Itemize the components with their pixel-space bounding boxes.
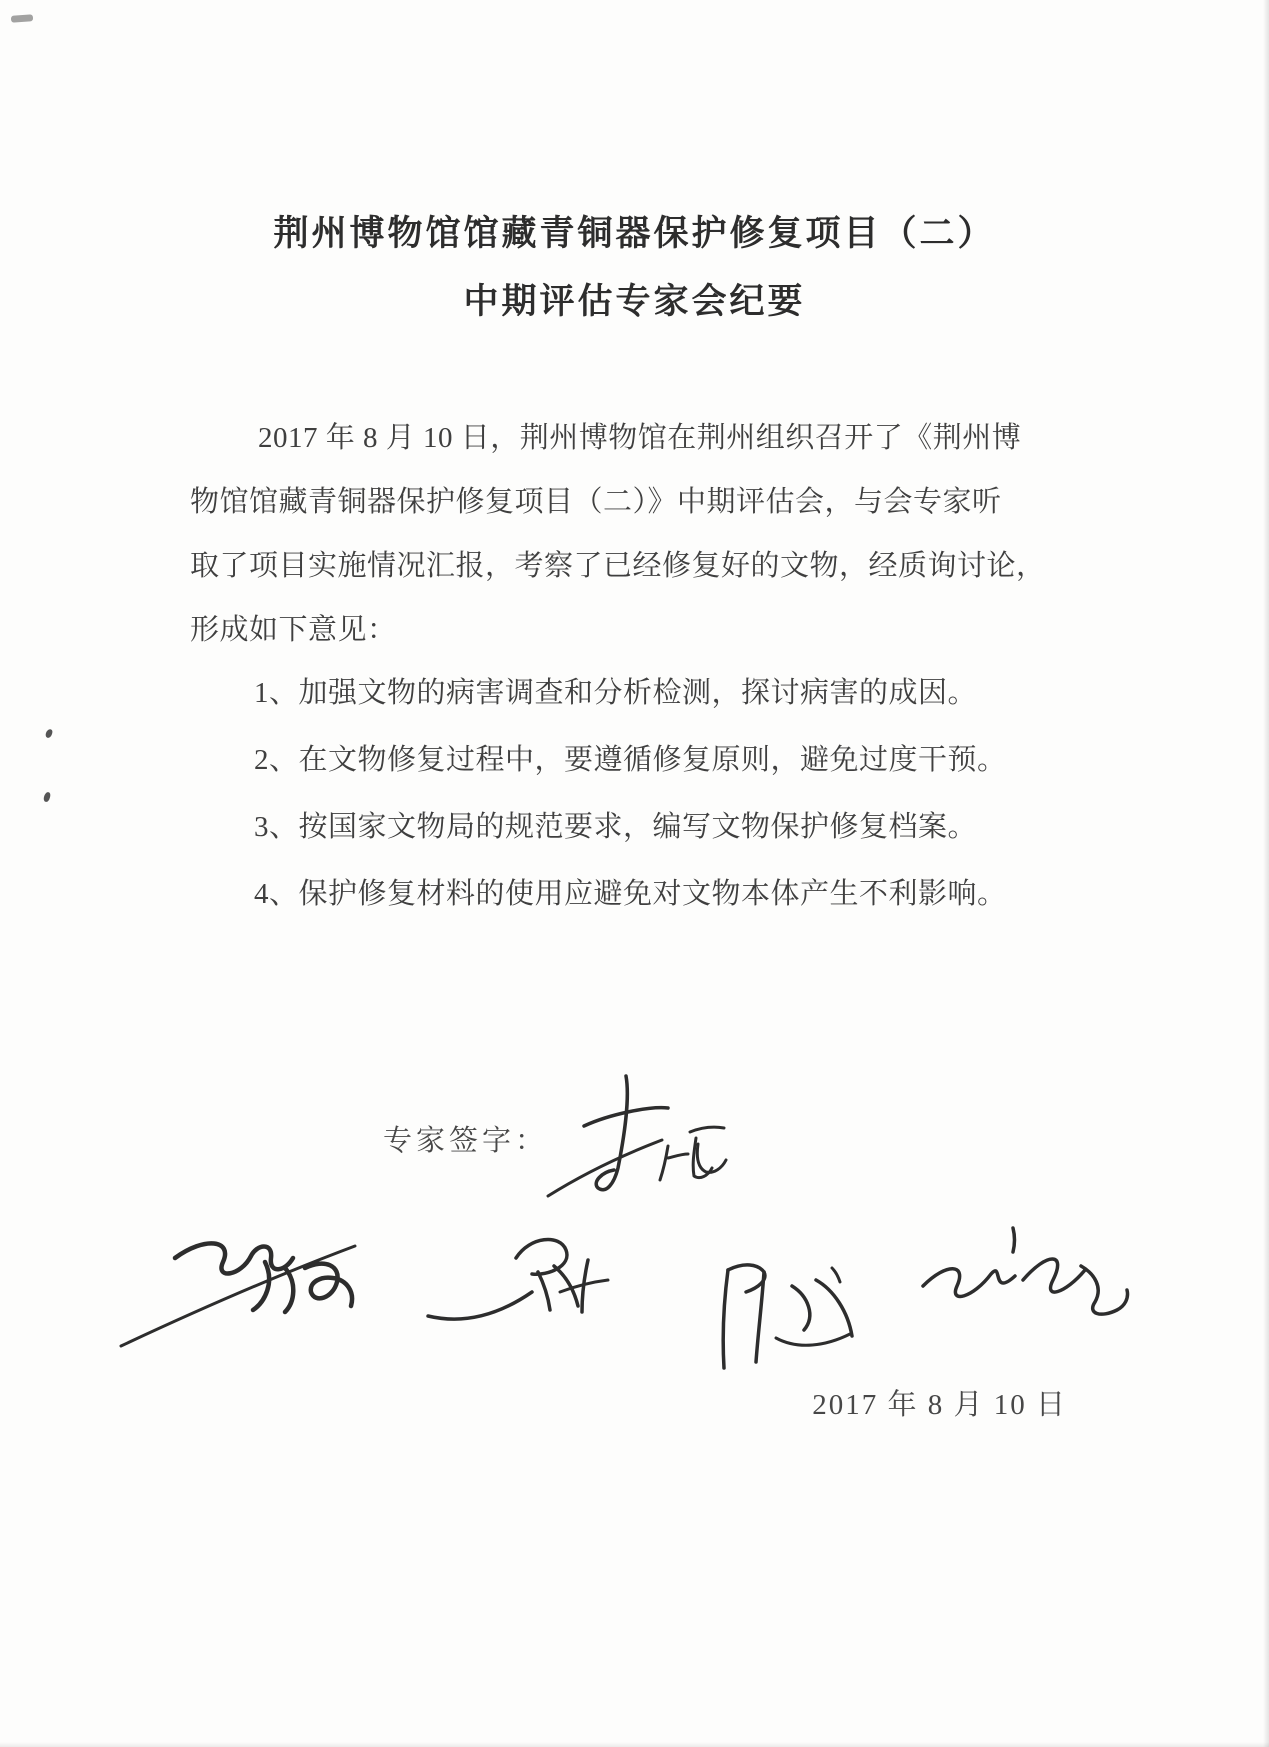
body-paragraph — [190, 406, 1058, 662]
handwritten-signature-5 — [895, 1222, 1140, 1337]
scan-edge-shadow — [0, 1742, 1269, 1747]
scan-edge-shadow — [1263, 0, 1269, 1747]
document-title-line1: 荆州博物馆馆藏青铜器保护修复项目（二） — [273, 214, 996, 253]
handwritten-signature-2 — [115, 1218, 410, 1353]
body-line: 物馆馆藏青铜器保护修复项目（二）》中期评估会，与会专家听 — [190, 486, 1002, 518]
opinion-item-3: 3、按国家文物局的规范要求，编写文物保护修复档案。 — [254, 811, 978, 843]
expert-signature-label: 专家签字： — [383, 1125, 549, 1157]
body-line: 2017 年 8 月 10 日，荆州博物馆在荆州组织召开了《荆州博 — [258, 422, 1022, 454]
body-line: 形成如下意见： — [190, 614, 397, 646]
body-line: 取了项目实施情况汇报，考察了已经修复好的文物，经质询讨论， — [190, 550, 1046, 582]
handwritten-signature-3 — [420, 1232, 615, 1342]
scan-smudge — [11, 14, 33, 23]
opinion-item-2: 2、在文物修复过程中，要遵循修复原则，避免过度干预。 — [254, 744, 1007, 776]
handwritten-signature-4 — [700, 1242, 885, 1382]
margin-speck — [43, 791, 51, 802]
document-title-line2: 中期评估专家会纪要 — [463, 282, 806, 321]
margin-speck — [45, 728, 53, 738]
document-date: 2017 年 8 月 10 日 — [812, 1389, 1067, 1421]
opinion-list — [190, 660, 1058, 928]
opinion-item-1: 1、加强文物的病害调查和分析检测，探讨病害的成因。 — [254, 677, 978, 709]
handwritten-signature-1 — [540, 1068, 740, 1203]
opinion-item-4: 4、保护修复材料的使用应避免对文物本体产生不利影响。 — [254, 878, 1007, 910]
